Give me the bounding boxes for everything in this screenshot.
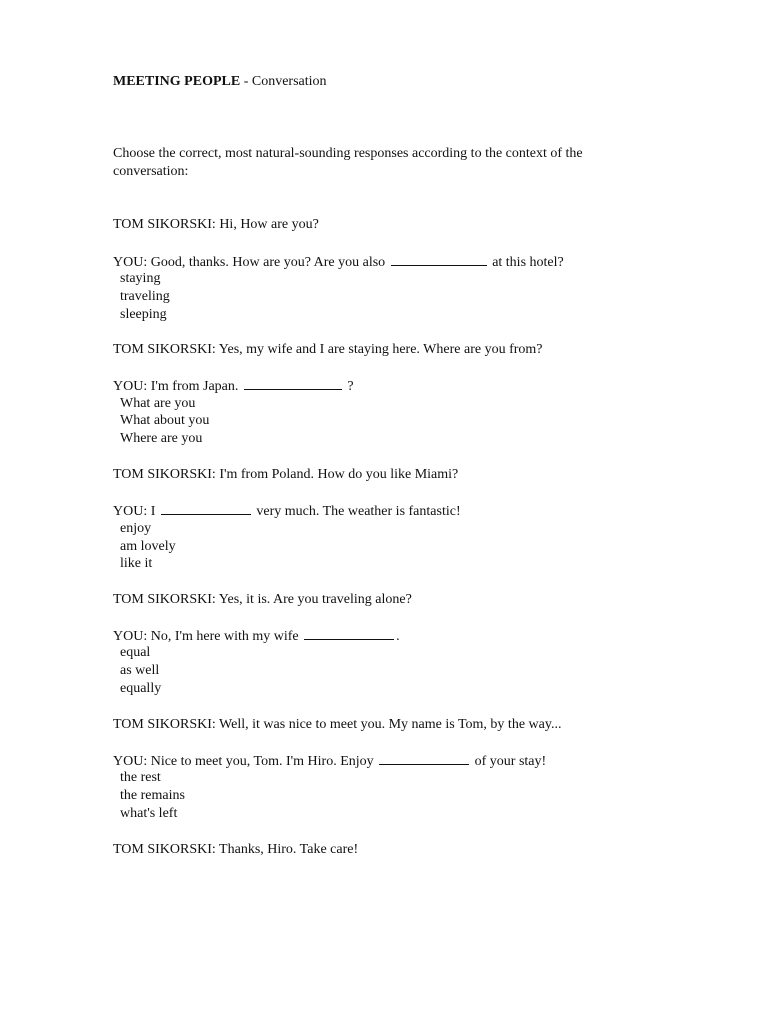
dialogue-line-you-2 <box>113 377 354 396</box>
dialogue-line-tom-2: TOM SIKORSKI: Yes, my wife and I are staying here. Where are you from? <box>113 342 543 357</box>
answer-blank <box>391 253 487 266</box>
option-item: the rest <box>120 770 161 785</box>
option-item: sleeping <box>120 307 167 322</box>
option-item: am lovely <box>120 539 176 554</box>
line-text: very much. The weather is fantastic! <box>256 504 461 519</box>
document-title <box>113 73 327 91</box>
option-item: What are you <box>120 396 196 411</box>
option-item: equally <box>120 681 162 696</box>
option-item: staying <box>120 271 161 286</box>
line-text: of your stay! <box>474 754 547 769</box>
line-text: YOU: I'm from Japan. <box>113 379 239 394</box>
line-text: YOU: Nice to meet you, Tom. I'm Hiro. Enjoy <box>113 754 374 769</box>
answer-blank <box>244 377 342 390</box>
answer-blank <box>379 752 469 765</box>
dialogue-line-tom-6: TOM SIKORSKI: Thanks, Hiro. Take care! <box>113 842 359 857</box>
dialogue-line-you-5 <box>113 752 546 771</box>
option-item: what's left <box>120 806 178 821</box>
title-subtitle: - Conversation <box>240 74 327 89</box>
dialogue-line-tom-5: TOM SIKORSKI: Well, it was nice to meet you. My name is Tom, by the way... <box>113 717 562 732</box>
dialogue-line-you-4 <box>113 627 400 646</box>
option-item: as well <box>120 663 160 678</box>
dialogue-line-tom-3: TOM SIKORSKI: I'm from Poland. How do you like Miami? <box>113 467 459 482</box>
title-bold: MEETING PEOPLE <box>113 74 241 89</box>
dialogue-line-you-3 <box>113 502 461 521</box>
option-item: Where are you <box>120 431 203 446</box>
dialogue-line-you-1 <box>113 253 564 272</box>
line-text: ? <box>347 379 354 394</box>
instructions-text: Choose the correct, most natural-sounding responses according to the context of the conversation: <box>113 146 583 179</box>
line-text: YOU: Good, thanks. How are you? Are you also <box>113 255 386 270</box>
line-text: . <box>396 629 400 644</box>
line-text: YOU: I <box>113 504 156 519</box>
option-item: the remains <box>120 788 185 803</box>
line-text: at this hotel? <box>492 255 564 270</box>
option-item: What about you <box>120 413 210 428</box>
answer-blank <box>304 627 394 640</box>
line-text: YOU: No, I'm here with my wife <box>113 629 299 644</box>
answer-blank <box>161 502 251 515</box>
option-item: enjoy <box>120 521 152 536</box>
dialogue-line-tom-1: TOM SIKORSKI: Hi, How are you? <box>113 217 319 232</box>
option-item: traveling <box>120 289 170 304</box>
option-item: like it <box>120 556 153 571</box>
dialogue-line-tom-4: TOM SIKORSKI: Yes, it is. Are you traveling alone? <box>113 592 412 607</box>
option-item: equal <box>120 645 151 660</box>
